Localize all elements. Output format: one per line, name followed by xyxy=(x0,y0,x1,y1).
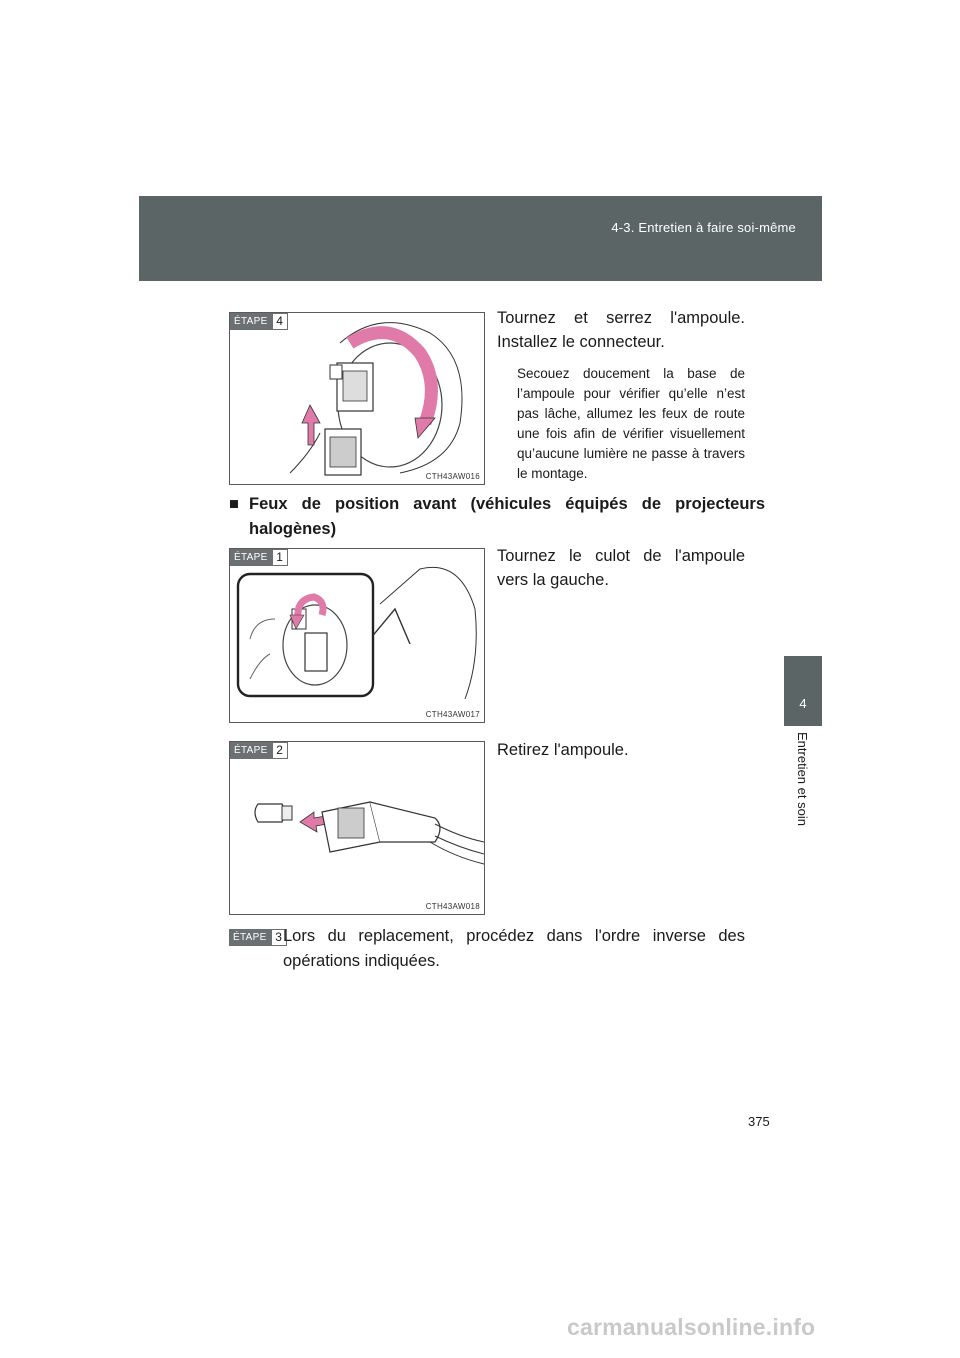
step-number: 2 xyxy=(272,742,288,759)
figure-code: CTH43AW017 xyxy=(425,710,480,719)
step-badge-3 xyxy=(229,929,287,946)
step-label: ÉTAPE xyxy=(230,742,272,759)
chapter-tab xyxy=(784,656,822,726)
step-badge-2 xyxy=(230,742,288,759)
chapter-number: 4 xyxy=(799,696,807,711)
step-4-note: Secouez doucement la base de l’ampoule pour vérifier qu’elle n’est pas lâche, allumez les feux de route une fois afin de vérifier visuellement qu’aucune lumière ne passe à travers le montage. xyxy=(517,366,745,481)
bulb-removal-illustration xyxy=(230,742,484,914)
headlight-socket-illustration xyxy=(230,549,484,722)
section-heading-text: Feux de position avant (véhicules équipés de projecteurs halogènes) xyxy=(249,495,765,538)
figure-step-1 xyxy=(229,548,485,723)
section-marker-icon: ■ xyxy=(229,495,239,513)
step-4-text: Tournez et serrez l'ampoule. Installez le connecteur. xyxy=(497,309,745,351)
bulb-install-illustration xyxy=(230,313,484,484)
header-band xyxy=(139,196,822,281)
step-badge-1 xyxy=(230,549,288,566)
step-number: 1 xyxy=(272,549,288,566)
step-badge-4 xyxy=(230,313,288,330)
step-1-text: Tournez le culot de l'ampoule vers la gauche. xyxy=(497,547,745,589)
watermark: carmanualsonline.info xyxy=(567,1314,816,1340)
step-3-text: Lors du replacement, procédez dans l'ordre inverse des opérations indiquées. xyxy=(283,927,745,970)
chapter-title: Entretien et soin xyxy=(795,732,810,826)
step-label: ÉTAPE xyxy=(230,313,272,330)
section-title: 4-3. Entretien à faire soi-même xyxy=(611,220,796,235)
figure-step-4 xyxy=(229,312,485,485)
page-number: 375 xyxy=(748,1114,770,1129)
step-number: 3 xyxy=(271,929,287,946)
step-label: ÉTAPE xyxy=(230,549,272,566)
section-heading xyxy=(229,492,765,542)
figure-code: CTH43AW018 xyxy=(425,902,480,911)
step-2-text: Retirez l'ampoule. xyxy=(497,741,629,759)
step-number: 4 xyxy=(272,313,288,330)
figure-step-2 xyxy=(229,741,485,915)
figure-code: CTH43AW016 xyxy=(425,472,480,481)
chapter-title-vertical xyxy=(784,732,822,852)
step-label: ÉTAPE xyxy=(229,929,271,946)
